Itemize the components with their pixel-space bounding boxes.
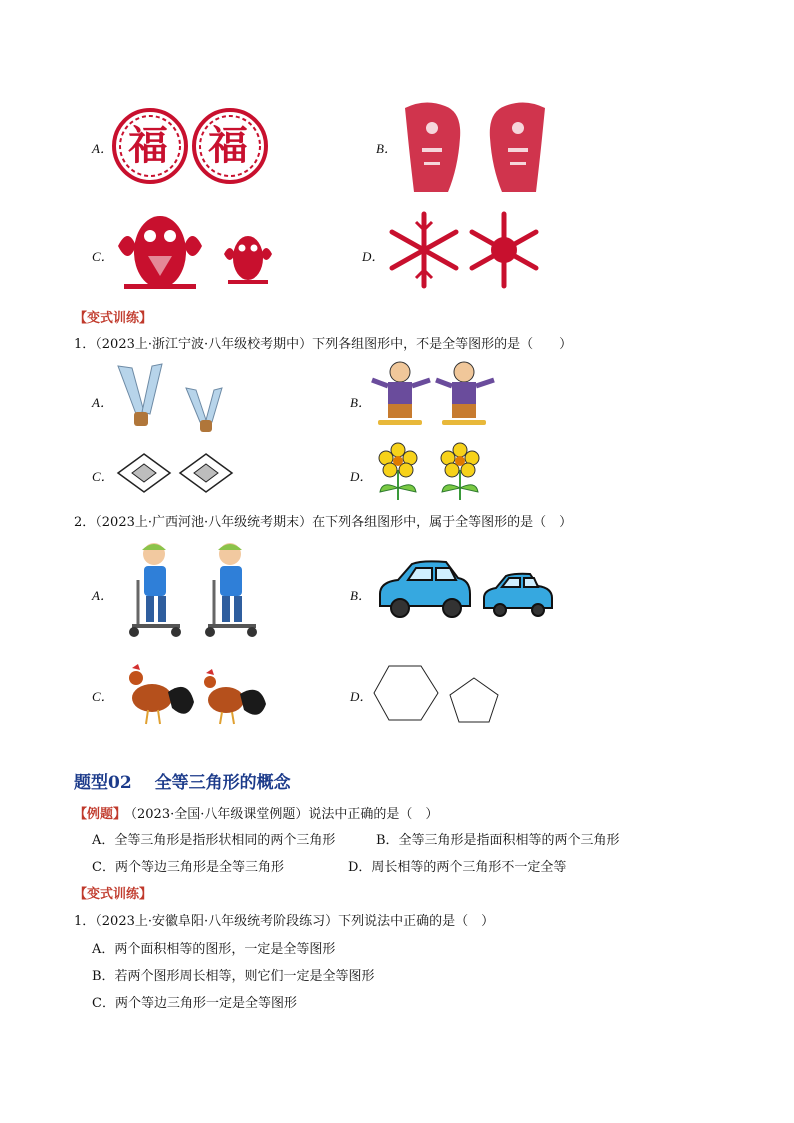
option-d-label: D． — [362, 249, 385, 264]
q1-option-c-label: C． — [92, 469, 114, 484]
example-option-d: D．周长相等的两个三角形不一定全等 — [348, 860, 567, 875]
q2-option-d-label: D． — [350, 689, 373, 704]
q1-option-b-label: B． — [350, 395, 371, 410]
hexagon-pentagon-image — [372, 664, 502, 724]
scooter-kids-image — [120, 540, 264, 640]
example-option-c: C．两个等边三角形是全等三角形 — [92, 860, 284, 875]
snowflake-papercut-image — [386, 210, 542, 290]
example-option-a: A．全等三角形是指形状相同的两个三角形 — [92, 833, 336, 848]
section-title: 题型02 全等三角形的概念 — [74, 773, 291, 793]
option-c-label: C． — [92, 249, 114, 264]
skateboarders-image — [370, 360, 498, 432]
q2-option-c-label: C． — [92, 689, 114, 704]
example-option-b: B．全等三角形是指面积相等的两个三角形 — [376, 833, 620, 848]
question-3-text: 1．（2023上·安徽阜阳·八年级统考阶段练习）下列说法中正确的是（ ） — [74, 914, 495, 929]
q2-option-b-label: B． — [350, 588, 371, 603]
q1-option-d-label: D． — [350, 469, 373, 484]
question-2-text: 2．（2023上·广西河池·八年级统考期末）在下列各组图形中，属于全等图形的是（ ） — [74, 515, 573, 530]
swords-image — [114, 362, 234, 434]
fu-papercut-pair — [112, 106, 272, 186]
fu-character: 福 — [128, 123, 168, 169]
nested-squares-image — [116, 452, 234, 494]
roosters-image — [118, 658, 270, 728]
fu-character: 福 — [208, 123, 248, 169]
q3-option-a: A．两个面积相等的图形，一定是全等图形 — [92, 942, 336, 957]
example-label: 【例题】 — [74, 807, 127, 822]
q3-option-b: B．若两个图形周长相等，则它们一定是全等图形 — [92, 969, 375, 984]
q2-option-a-label: A． — [92, 588, 113, 603]
flowers-image — [372, 440, 492, 502]
variant-training-label: 【变式训练】 — [74, 311, 153, 326]
owl-papercut-image — [114, 206, 276, 292]
question-1-text: 1．（2023上·浙江宁波·八年级校考期中）下列各组图形中，不是全等图形的是（ ） — [74, 337, 573, 352]
opera-papercut-image — [400, 98, 550, 194]
option-b-label: B． — [376, 141, 397, 156]
variant-training-label-2: 【变式训练】 — [74, 887, 153, 902]
q3-option-c: C．两个等边三角形一定是全等图形 — [92, 996, 297, 1011]
option-a-label: A． — [92, 141, 113, 156]
example-text: （2023·全国·八年级课堂例题）说法中正确的是（ ） — [124, 807, 439, 822]
q1-option-a-label: A． — [92, 395, 113, 410]
cars-image — [376, 558, 556, 624]
